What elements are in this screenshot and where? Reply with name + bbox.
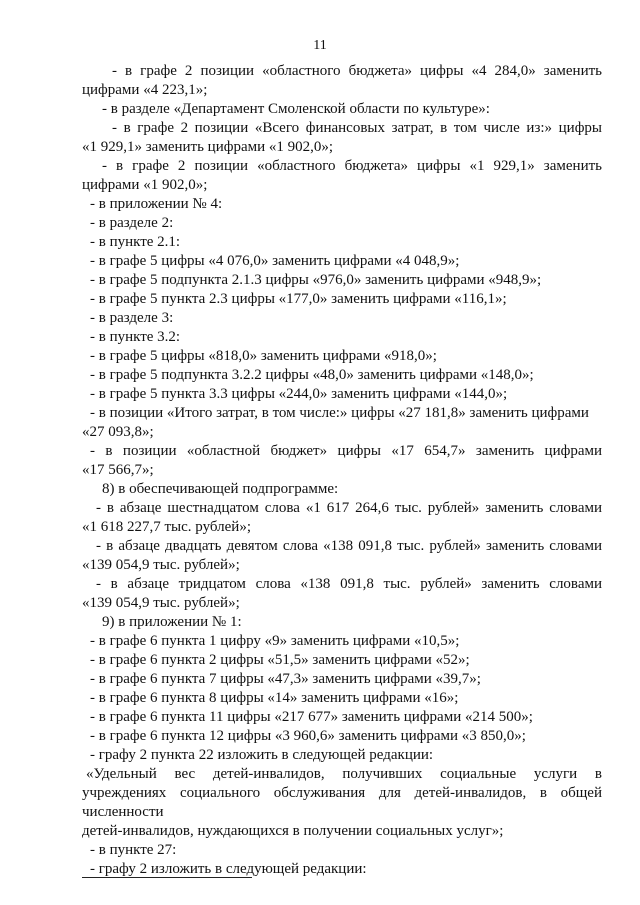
text-line: цифрами «1 902,0»; (82, 177, 208, 193)
text-line: - графу 2 изложить в следующей редакции: (90, 861, 367, 877)
text-line: - в графе 5 подпункта 3.2.2 цифры «48,0» заменить цифрами «148,0»; (90, 367, 534, 383)
text-line: - в графе 6 пункта 8 цифры «14» заменить цифрами «16»; (90, 690, 459, 706)
page-number: 11 (313, 38, 327, 53)
text-line: «17 566,7»; (82, 462, 154, 478)
text-line: «1 929,1» заменить цифрами «1 902,0»; (82, 139, 334, 155)
text-line: - в пункте 2.1: (90, 234, 181, 250)
text-line: «139 054,9 тыс. рублей»; (82, 595, 240, 611)
text-line: 9) в приложении № 1: (102, 614, 242, 630)
text-line: - в приложении № 4: (90, 196, 223, 212)
text-line: - в разделе 3: (90, 310, 174, 326)
text-line: детей-инвалидов, нуждающихся в получении социальных услуг»; (82, 823, 504, 839)
text-line: - в позиции «Итого затрат, в том числе:» цифры «27 181,8» заменить цифрами (90, 405, 589, 421)
text-line: - в графе 5 пункта 3.3 цифры «244,0» заменить цифрами «144,0»; (90, 386, 508, 402)
document-body (82, 62, 602, 879)
text-line: «1 618 227,7 тыс. рублей»; (82, 519, 251, 535)
text-line: - в графе 5 пункта 2.3 цифры «177,0» заменить цифрами «116,1»; (90, 291, 507, 307)
text-line: - в графе 6 пункта 12 цифры «3 960,6» заменить цифрами «3 850,0»; (90, 728, 526, 744)
text-line: - в графе 5 цифры «4 076,0» заменить цифрами «4 048,9»; (90, 253, 460, 269)
text-line: - в абзаце тридцатом слова «138 091,8 тыс. рублей» заменить словами (96, 576, 602, 592)
text-line: «139 054,9 тыс. рублей»; (82, 557, 240, 573)
text-line: - в абзаце шестнадцатом слова «1 617 264,6 тыс. рублей» заменить словами (96, 500, 602, 516)
text-line: - в разделе «Департамент Смоленской области по культуре»: (102, 101, 490, 117)
text-line: - в графе 2 позиции «областного бюджета» цифры «1 929,1» заменить (102, 158, 602, 174)
text-line: - в графе 6 пункта 1 цифру «9» заменить цифрами «10,5»; (90, 633, 460, 649)
text-line: - в графе 6 пункта 2 цифры «51,5» заменить цифрами «52»; (90, 652, 470, 668)
text-line: - в абзаце двадцать девятом слова «138 091,8 тыс. рублей» заменить словами (96, 538, 602, 554)
text-line: 8) в обеспечивающей подпрограмме: (102, 481, 339, 497)
text-line: - в графе 5 цифры «818,0» заменить цифрами «918,0»; (90, 348, 437, 364)
text-line: - в пункте 3.2: (90, 329, 181, 345)
text-line: - в графе 5 подпункта 2.1.3 цифры «976,0» заменить цифрами «948,9»; (90, 272, 542, 288)
text-line: - в позиции «областной бюджет» цифры «17 654,7» заменить цифрами (90, 443, 602, 459)
footer-rule (82, 877, 252, 878)
text-line: - в графе 6 пункта 7 цифры «47,3» заменить цифрами «39,7»; (90, 671, 481, 687)
text-line: - в пункте 27: (90, 842, 177, 858)
text-line: - в разделе 2: (90, 215, 174, 231)
text-line: «Удельный вес детей-инвалидов, получивших социальные услуги в (86, 766, 602, 782)
text-line: - графу 2 пункта 22 изложить в следующей редакции: (90, 747, 434, 763)
text-line: - в графе 2 позиции «Всего финансовых затрат, в том числе из:» цифры (112, 120, 602, 136)
text-line: - в графе 6 пункта 11 цифры «217 677» заменить цифрами «214 500»; (90, 709, 533, 725)
text-line: - в графе 2 позиции «областного бюджета» цифры «4 284,0» заменить (112, 63, 602, 79)
text-line: цифрами «4 223,1»; (82, 82, 208, 98)
text-line: учреждениях социального обслуживания для детей-инвалидов, в общей численности (82, 785, 602, 820)
text-line: «27 093,8»; (82, 424, 154, 440)
